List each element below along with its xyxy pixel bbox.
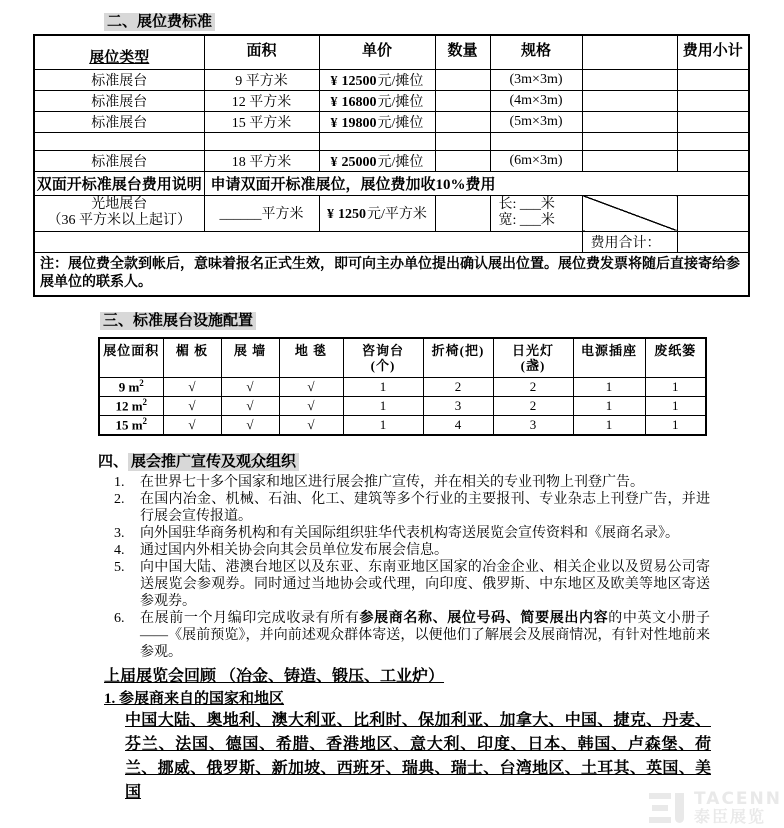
item-number: 3. [114,525,125,541]
fee-col-subtotal: 费用小计 [677,35,749,69]
item-number: 1. [114,474,125,490]
raw-space-area-blank[interactable]: ______平方米 [204,195,319,231]
facility-row-9 [99,378,706,397]
fee-col-spec: 规格 [490,35,582,69]
blank-cell [582,150,677,171]
blank-cell [677,132,749,150]
double-open-label: 双面开标准展台费用说明 [34,171,204,195]
fee-raw-space-row [34,195,749,231]
fac-cell: 1 [573,416,645,435]
price-unit: 元/摊位 [377,73,424,89]
total-blank-cell[interactable] [677,231,749,252]
price-amount: 16800 [341,94,377,110]
price-amount: 12500 [341,73,377,89]
fac-cell: 1 [645,416,706,435]
fee-double-open-row [34,171,749,195]
fac-cell: 1 [343,397,423,416]
currency-symbol: ¥ [330,115,338,131]
item-number: 4. [114,542,125,558]
promotion-list [98,474,710,661]
fee-row-12sqm [34,90,749,111]
fee-row-15sqm [34,111,749,132]
raw-space-name: 光地展台 [91,197,148,212]
tacenn-watermark [649,790,782,826]
fac-col-info-desk: 咨询台 (个) [343,338,423,378]
blank-cell [34,132,204,150]
item-number: 5. [114,559,125,575]
facility-table [98,337,707,436]
promotion-item-5 [98,559,710,610]
qty-blank-cell[interactable] [435,150,490,171]
fac-col-carpet: 地 毯 [279,338,343,378]
fac-cell: 1 [573,378,645,397]
subtotal-blank-cell[interactable] [677,69,749,90]
promotion-item-6 [98,610,710,661]
booth-area: 9 平方米 [204,69,319,90]
review-subtitle: 1. 参展商来自的国家和地区 [104,690,285,707]
qty-blank-cell[interactable] [435,111,490,132]
fee-row-9sqm [34,69,749,90]
item-text: 向外国驻华商务机构和有关国际组织驻华代表机构寄送展览会宣传资料和《展商名录》。 [140,525,679,541]
booth-type: 标准展台 [34,111,204,132]
fee-note: 注：展位费全款到帐后，意味着报名正式生效，即可向主办单位提出确认展出位置。展位费发票将随后直接寄给参展单位的联系人。 [34,252,749,296]
subtotal-blank-cell[interactable] [677,90,749,111]
raw-space-min-order: （36 平方米以上起订） [47,213,191,228]
item-text: 在国内冶金、机械、石油、化工、建筑等多个行业的主要报刊、专业杂志上刊登广告，并进行展会宣传报道。 [140,491,710,524]
booth-area: 15 平方米 [204,111,319,132]
fac-cell: √ [221,378,279,397]
booth-spec: (6m×3m) [490,150,582,171]
fac-cell: √ [279,416,343,435]
width-blank[interactable]: 宽: ___米 [498,213,555,228]
blank-cell [34,231,582,252]
facility-row-15 [99,416,706,435]
raw-space-price [319,195,435,231]
fac-area: 12 $m^2$ [99,397,163,416]
fac-cell: √ [221,416,279,435]
facility-section-heading [100,311,784,331]
price-unit: 元/平方米 [367,207,427,222]
fac-cell: √ [163,416,221,435]
fac-cell: 1 [573,397,645,416]
item-number: 6. [114,610,125,626]
length-blank[interactable]: 长: ___米 [498,197,555,212]
raw-space-dimensions[interactable] [490,195,582,231]
fee-section-heading [104,12,784,32]
fac-area: 15 $m^2$ [99,416,163,435]
fee-section-title: 二、展位费标准 [104,13,215,31]
review-country-list: 中国大陆、奥地利、澳大利亚、比利时、保加利亚、加拿大、中国、捷克、丹麦、芬兰、法国、德国、希腊、香港地区、意大利、印度、日本、韩国、卢森堡、荷兰、挪威、俄罗斯、新加坡、西班牙、瑞典、瑞士、台湾地区、土耳其、英国、美国 [125,711,711,801]
blank-cell [582,111,677,132]
subtotal-blank-cell[interactable] [677,150,749,171]
fac-col-chair: 折椅(把) [423,338,493,378]
item-number: 2. [114,491,125,507]
currency-symbol: ¥ [327,207,335,222]
booth-spec: (4m×3m) [490,90,582,111]
promotion-section-heading [98,452,784,472]
fac-cell: 1 [343,378,423,397]
price-amount: 1250 [338,207,367,222]
fee-col-area: 面积 [204,35,319,69]
booth-spec: (5m×3m) [490,111,582,132]
fac-cell: 2 [493,378,573,397]
currency-symbol: ¥ [330,94,338,110]
diagonal-strikethrough-cell [582,195,677,231]
booth-price [319,90,435,111]
booth-price [319,111,435,132]
item-text-suffix: 的中英文小册子——《展前预览》，并向前述观众群体寄送，以便他们了解展会及展商情况，有针对性地前来参观。 [140,610,711,660]
item-text: 通过国内外相关协会向其会员单位发布展会信息。 [140,542,448,558]
fee-col-type: 展位类型 [34,35,204,69]
double-open-desc: 申请双面开标准展位，展位费加收10%费用 [204,171,749,195]
fac-area: 9 $m^2$ [99,378,163,397]
blank-cell [582,90,677,111]
booth-price [319,150,435,171]
fac-cell: √ [279,397,343,416]
fac-col-wall: 展 墙 [221,338,279,378]
item-text-bold: 参展商名称、展位号码、简要展出内容 [359,610,609,626]
item-text-prefix: 在展前一个月编印完成收录有所有 [140,610,360,626]
previous-exhibition-review [104,667,784,805]
fac-col-lamp: 日光灯 (盏) [493,338,573,378]
fac-cell: √ [279,378,343,397]
booth-spec: (3m×3m) [490,69,582,90]
promotion-item-2 [98,491,710,525]
qty-blank-cell[interactable] [435,195,490,231]
watermark-brand-en: TACENN [694,789,782,809]
watermark-text [694,790,782,826]
price-unit: 元/摊位 [377,115,424,131]
fee-header-row [34,35,749,69]
facility-header-row [99,338,706,378]
fac-cell: √ [163,378,221,397]
fac-col-wastebasket: 废纸篓 [645,338,706,378]
blank-cell [435,132,490,150]
item-text [140,610,710,661]
item-text: 在世界七十多个国家和地区进行展会推广宣传，并在相关的专业刊物上刊登广告。 [140,474,644,490]
fac-col-area: 展位面积 [99,338,163,378]
qty-blank-cell[interactable] [435,90,490,111]
watermark-brand-cn: 泰臣展览 [694,807,767,826]
blank-cell [319,132,435,150]
fac-cell: 1 [343,416,423,435]
blank-cell [582,132,677,150]
booth-type: 标准展台 [34,150,204,171]
fee-empty-row [34,132,749,150]
fac-cell: 3 [493,416,573,435]
raw-space-type [34,195,204,231]
promotion-title-prefix: 四、 [98,453,129,470]
fac-cell: 1 [645,397,706,416]
price-amount: 19800 [341,115,377,131]
fee-col-price: 单价 [319,35,435,69]
fee-table [33,34,750,297]
booth-price [319,69,435,90]
fee-col-blank [582,35,677,69]
tacenn-logo-icon [649,790,689,826]
blank-cell [582,69,677,90]
fac-cell: 1 [645,378,706,397]
fac-cell: 2 [423,378,493,397]
document-page [0,12,784,826]
fac-col-socket: 电源插座 [573,338,645,378]
fac-cell: 3 [423,397,493,416]
fee-total-row [34,231,749,252]
booth-type: 标准展台 [34,90,204,111]
review-title: 上届展览会回顾 （冶金、铸造、锻压、工业炉） [104,667,445,685]
facility-section-title: 三、标准展台设施配置 [100,312,256,330]
fee-row-18sqm [34,150,749,171]
blank-cell [204,132,319,150]
booth-area: 18 平方米 [204,150,319,171]
promotion-item-4 [98,542,710,559]
fee-col-qty: 数量 [435,35,490,69]
fac-cell: √ [163,397,221,416]
blank-cell [490,132,582,150]
price-unit: 元/摊位 [377,154,424,170]
fac-cell: 4 [423,416,493,435]
promotion-item-3 [98,525,710,542]
promotion-section-title: 展会推广宣传及观众组织 [128,453,299,471]
price-unit: 元/摊位 [377,94,424,110]
fac-cell: 2 [493,397,573,416]
booth-type: 标准展台 [34,69,204,90]
subtotal-blank-cell[interactable] [677,195,749,231]
currency-symbol: ¥ [330,154,338,170]
facility-row-12 [99,397,706,416]
fac-cell: √ [221,397,279,416]
item-text: 向中国大陆、港澳台地区以及东亚、东南亚地区国家的冶金企业、相关企业以及贸易公司寄送展览会参观券。同时通过当地协会或代理，向印度、俄罗斯、中东地区及欧美等地区寄送参观券。 [140,559,710,609]
qty-blank-cell[interactable] [435,69,490,90]
total-label: 费用合计： [582,231,677,252]
promotion-item-1 [98,474,710,491]
booth-area: 12 平方米 [204,90,319,111]
price-amount: 25000 [341,154,377,170]
currency-symbol: ¥ [330,73,338,89]
subtotal-blank-cell[interactable] [677,111,749,132]
fac-col-fascia: 楣 板 [163,338,221,378]
fee-note-row [34,252,749,296]
